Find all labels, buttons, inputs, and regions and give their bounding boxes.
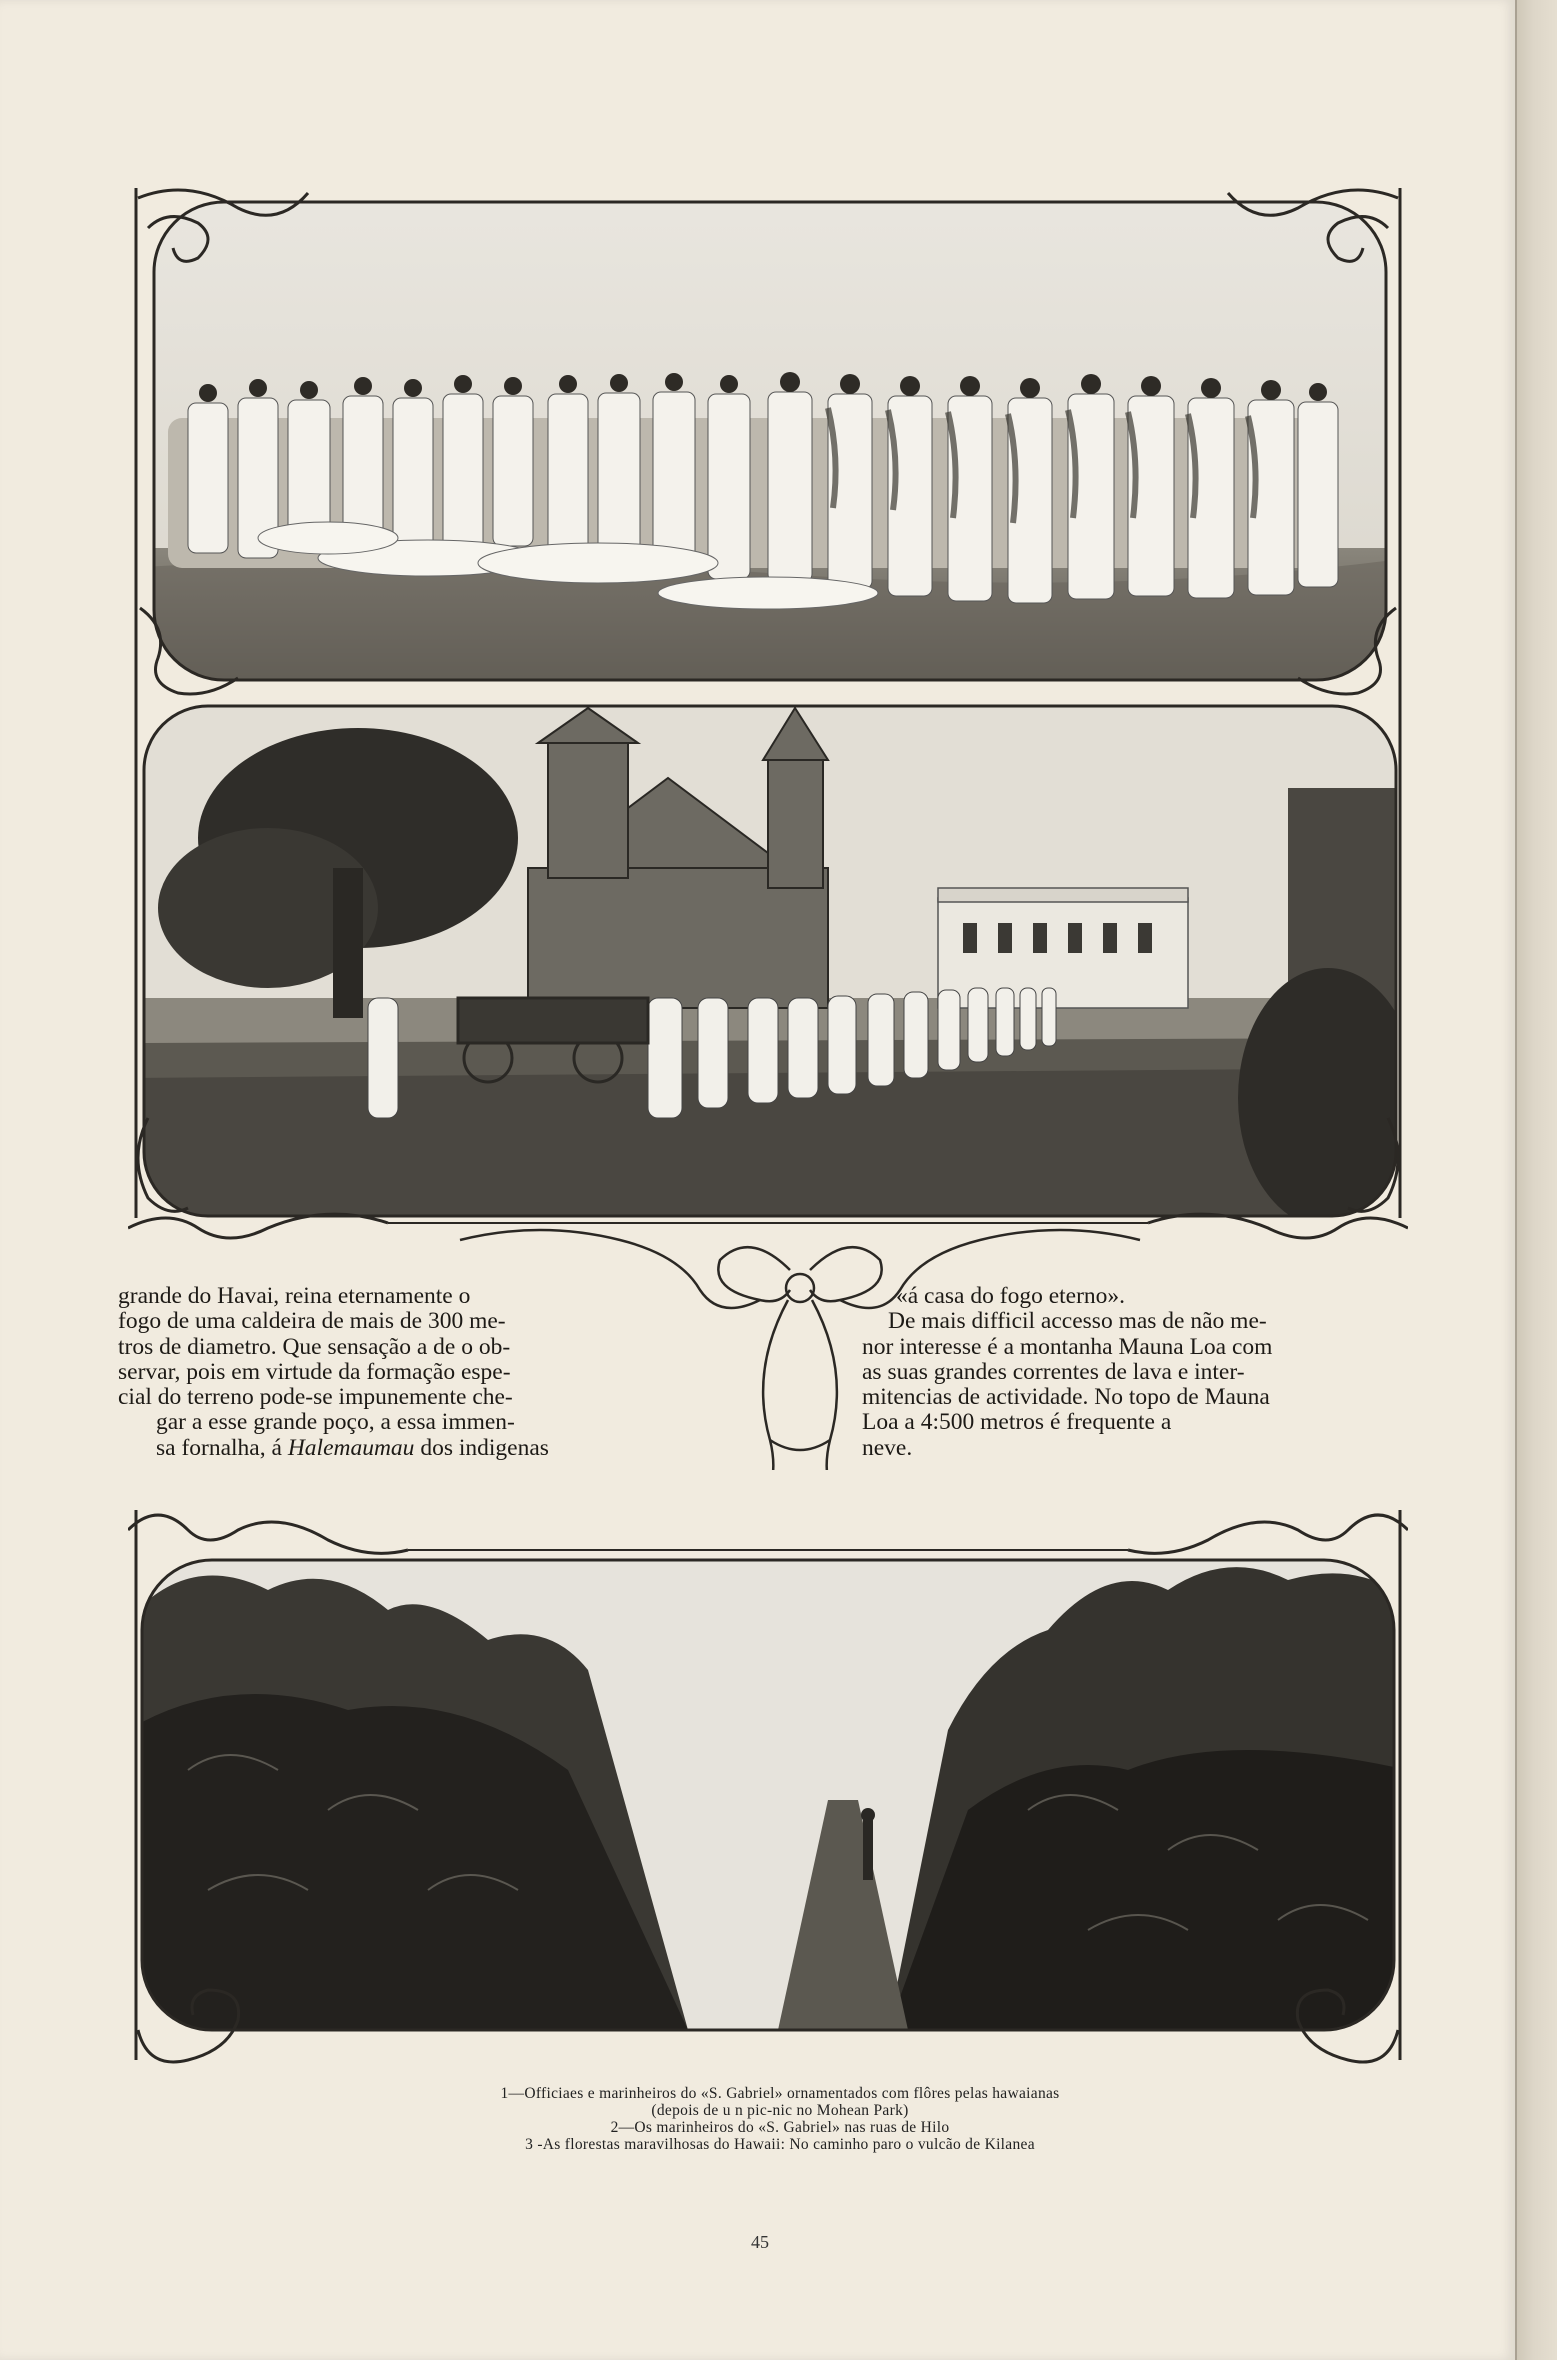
article-right-line: as suas grandes correntes de lava e inter- <box>862 1358 1245 1385</box>
photo-sailors-group <box>128 188 1408 698</box>
photo-plate-3 <box>128 1470 1408 2070</box>
caption-line: (depois de u n pic-nic no Mohean Park) <box>651 2102 909 2119</box>
article-left-line: cial do terreno pode-se impunemente che- <box>118 1384 513 1411</box>
page-number: 45 <box>751 2232 769 2252</box>
article-right-line: Loa a 4:500 metros é frequente a <box>862 1409 1172 1436</box>
photo-street-parade <box>128 698 1408 1258</box>
photo-captions <box>330 2085 1230 2153</box>
article-left-line <box>118 1436 688 1461</box>
article-right-line: «á casa do fogo eterno». <box>896 1283 1126 1309</box>
ornamental-frame-1 <box>128 188 1408 698</box>
caption-line: 1—Officiaes e marinheiros do «S. Gabriel» ornamentados com flôres pelas hawaianas <box>500 2085 1060 2102</box>
photo-plate-2 <box>128 698 1408 1258</box>
article-left-line: gar a esse grande poço, a essa immen- <box>156 1409 515 1436</box>
article-left-text: sa fornalha, á <box>156 1434 288 1461</box>
article-right-line: neve. <box>862 1434 913 1461</box>
article-right-line: nor interesse é a montanha Mauna Loa com <box>862 1333 1273 1360</box>
photo-plate-1 <box>128 188 1408 698</box>
article-left-column <box>118 1284 688 1461</box>
ornamental-frame-2 <box>128 698 1408 1258</box>
caption-line: 3 -As florestas maravilhosas do Hawaii: No caminho paro o vulcão de Kilanea <box>525 2136 1035 2153</box>
article-left-line: fogo de uma caldeira de mais de 300 me- <box>118 1308 506 1335</box>
article-left-line: grande do Havai, reina eternamente o <box>118 1283 471 1309</box>
ornamental-frame-3 <box>128 1470 1408 2070</box>
article-right-line: mitencias de actividade. No topo de Mauna <box>862 1384 1270 1411</box>
article-left-line: tros de diametro. Que sensação a de o ob- <box>118 1333 511 1360</box>
halemaumau-italic: Halemaumau <box>287 1434 415 1461</box>
article-left-text: dos indigenas <box>414 1434 549 1461</box>
article-right-line: De mais difficil accesso mas de não me- <box>888 1308 1267 1335</box>
article-left-line: servar, pois em virtude da formação espe- <box>118 1358 511 1385</box>
page-edge <box>1515 0 1557 2360</box>
caption-line: 2—Os marinheiros do «S. Gabriel» nas ruas de Hilo <box>610 2119 950 2136</box>
article-right-column <box>862 1284 1434 1461</box>
